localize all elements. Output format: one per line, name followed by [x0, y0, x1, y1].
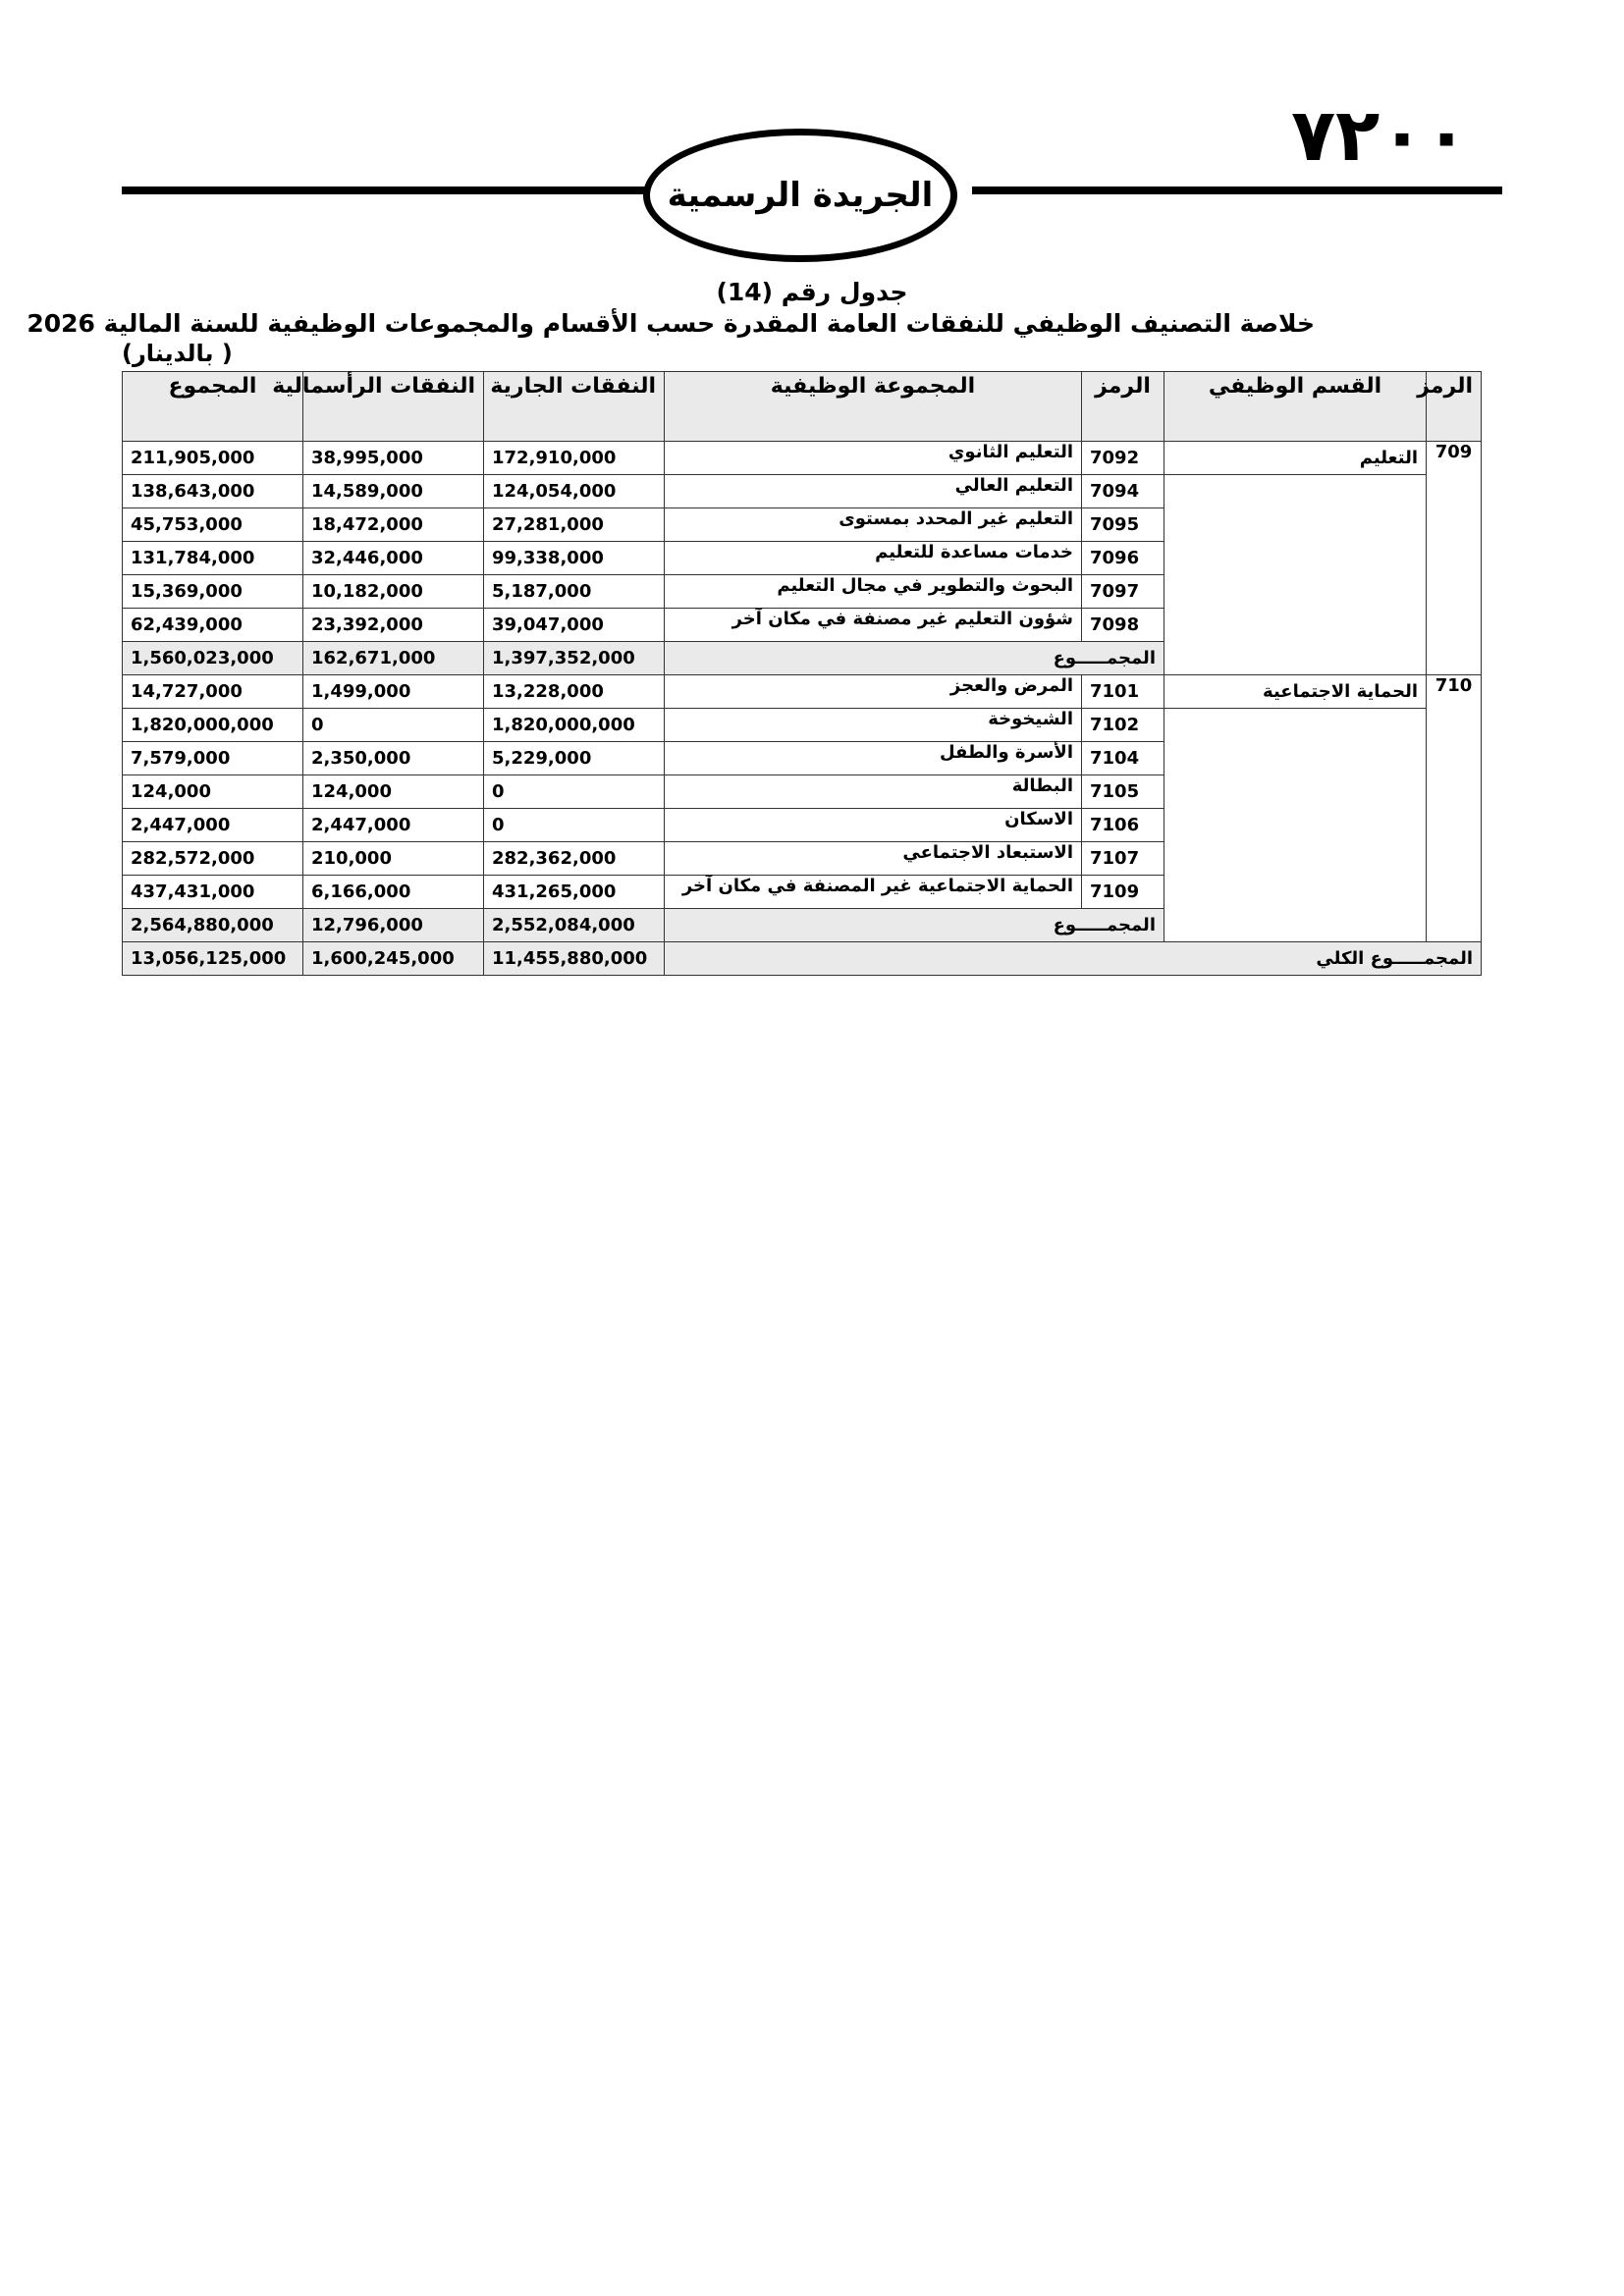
subtotal-current: 1,397,352,000 — [484, 642, 665, 675]
subtotal-current: 2,552,084,000 — [484, 909, 665, 942]
group-name: الاسكان — [665, 809, 1082, 842]
currency-unit-note: ( بالدينار) — [122, 340, 233, 367]
total-value: 15,369,000 — [123, 575, 303, 609]
header-group-code: الرمز — [1082, 372, 1164, 442]
grand-total-total: 13,056,125,000 — [123, 942, 303, 976]
current-value: 0 — [484, 809, 665, 842]
capital-value: 2,447,000 — [303, 809, 484, 842]
current-value: 431,265,000 — [484, 876, 665, 909]
total-value: 131,784,000 — [123, 542, 303, 575]
current-value: 13,228,000 — [484, 675, 665, 709]
group-name: خدمات مساعدة للتعليم — [665, 542, 1082, 575]
header-current-expenses: النفقات الجارية — [484, 372, 665, 442]
capital-value: 18,472,000 — [303, 508, 484, 542]
group-name: الاستبعاد الاجتماعي — [665, 842, 1082, 876]
total-value: 138,643,000 — [123, 475, 303, 508]
header-section-code: الرمز — [1427, 372, 1482, 442]
budget-table — [122, 371, 1482, 976]
page-number: ٧٢٠٠ — [1291, 93, 1469, 178]
current-value: 5,229,000 — [484, 742, 665, 775]
table-number: جدول رقم (14) — [716, 278, 908, 306]
grand-total-label: المجمـــــوع الكلي — [665, 942, 1482, 976]
table-row — [123, 709, 1482, 742]
total-value: 45,753,000 — [123, 508, 303, 542]
grand-total-capital: 1,600,245,000 — [303, 942, 484, 976]
header-section-name: القسم الوظيفي — [1164, 372, 1427, 442]
capital-value: 1,499,000 — [303, 675, 484, 709]
total-value: 2,447,000 — [123, 809, 303, 842]
capital-value: 14,589,000 — [303, 475, 484, 508]
group-code: 7096 — [1082, 542, 1164, 575]
capital-value: 124,000 — [303, 775, 484, 809]
group-name: التعليم العالي — [665, 475, 1082, 508]
subtotal-total: 2,564,880,000 — [123, 909, 303, 942]
header-capital-expenses: النفقات الرأسمالية — [303, 372, 484, 442]
group-code: 7098 — [1082, 609, 1164, 642]
group-name: الأسرة والطفل — [665, 742, 1082, 775]
section-code: 709 — [1427, 442, 1482, 675]
group-code: 7109 — [1082, 876, 1164, 909]
capital-value: 10,182,000 — [303, 575, 484, 609]
group-name: التعليم الثانوي — [665, 442, 1082, 475]
group-code: 7092 — [1082, 442, 1164, 475]
group-code: 7097 — [1082, 575, 1164, 609]
total-value: 124,000 — [123, 775, 303, 809]
section-name: التعليم — [1164, 442, 1427, 475]
subtotal-capital: 12,796,000 — [303, 909, 484, 942]
table-row — [123, 475, 1482, 508]
current-value: 124,054,000 — [484, 475, 665, 508]
group-code: 7102 — [1082, 709, 1164, 742]
capital-value: 23,392,000 — [303, 609, 484, 642]
section-name-blank — [1164, 475, 1427, 675]
capital-value: 6,166,000 — [303, 876, 484, 909]
header-total: المجموع — [123, 372, 303, 442]
current-value: 5,187,000 — [484, 575, 665, 609]
subtotal-label: المجمـــــوع — [665, 909, 1164, 942]
total-value: 62,439,000 — [123, 609, 303, 642]
table-header-row — [123, 372, 1482, 442]
capital-value: 32,446,000 — [303, 542, 484, 575]
table-title: خلاصة التصنيف الوظيفي للنفقات العامة المقدرة حسب الأقسام والمجموعات الوظيفية للسنة المالية 2026 — [27, 309, 1315, 338]
total-value: 14,727,000 — [123, 675, 303, 709]
group-name: شؤون التعليم غير مصنفة في مكان آخر — [665, 609, 1082, 642]
group-code: 7106 — [1082, 809, 1164, 842]
section-name: الحماية الاجتماعية — [1164, 675, 1427, 709]
table-row — [123, 675, 1482, 709]
table-row — [123, 442, 1482, 475]
header-group-name: المجموعة الوظيفية — [665, 372, 1082, 442]
capital-value: 38,995,000 — [303, 442, 484, 475]
total-value: 211,905,000 — [123, 442, 303, 475]
current-value: 39,047,000 — [484, 609, 665, 642]
total-value: 1,820,000,000 — [123, 709, 303, 742]
subtotal-label: المجمـــــوع — [665, 642, 1164, 675]
current-value: 282,362,000 — [484, 842, 665, 876]
total-value: 7,579,000 — [123, 742, 303, 775]
group-name: التعليم غير المحدد بمستوى — [665, 508, 1082, 542]
group-code: 7095 — [1082, 508, 1164, 542]
section-code: 710 — [1427, 675, 1482, 942]
current-value: 27,281,000 — [484, 508, 665, 542]
masthead-oval — [643, 129, 957, 262]
header-rule-right — [972, 187, 1502, 194]
capital-value: 0 — [303, 709, 484, 742]
current-value: 1,820,000,000 — [484, 709, 665, 742]
grand-total-current: 11,455,880,000 — [484, 942, 665, 976]
masthead-title: الجريدة الرسمية — [667, 176, 934, 215]
current-value: 172,910,000 — [484, 442, 665, 475]
group-name: البحوث والتطوير في مجال التعليم — [665, 575, 1082, 609]
subtotal-capital: 162,671,000 — [303, 642, 484, 675]
current-value: 0 — [484, 775, 665, 809]
group-code: 7094 — [1082, 475, 1164, 508]
group-code: 7101 — [1082, 675, 1164, 709]
group-name: البطالة — [665, 775, 1082, 809]
group-code: 7105 — [1082, 775, 1164, 809]
total-value: 437,431,000 — [123, 876, 303, 909]
group-name: الشيخوخة — [665, 709, 1082, 742]
total-value: 282,572,000 — [123, 842, 303, 876]
current-value: 99,338,000 — [484, 542, 665, 575]
group-name: الحماية الاجتماعية غير المصنفة في مكان آخر — [665, 876, 1082, 909]
subtotal-total: 1,560,023,000 — [123, 642, 303, 675]
group-name: المرض والعجز — [665, 675, 1082, 709]
group-code: 7107 — [1082, 842, 1164, 876]
grand-total-row — [123, 942, 1482, 976]
section-name-blank — [1164, 709, 1427, 942]
capital-value: 2,350,000 — [303, 742, 484, 775]
capital-value: 210,000 — [303, 842, 484, 876]
group-code: 7104 — [1082, 742, 1164, 775]
header-rule-left — [122, 187, 652, 194]
